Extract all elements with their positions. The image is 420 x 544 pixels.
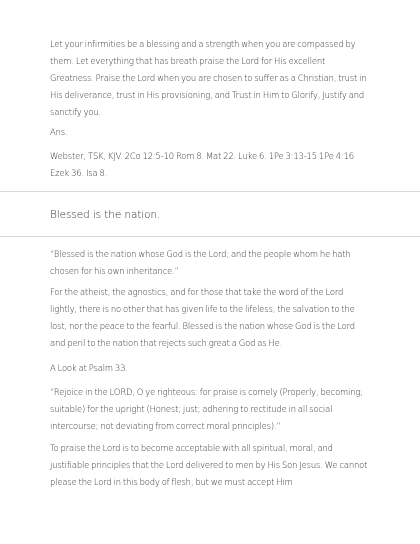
body-paragraph: For the atheist, the agnostics, and for those that take the word of the Lord lightly, there is no other that has given life to the lifeless, the salvation to the lost, nor the peace to the fearful. Blessed is the nation whose God is the Lord and peril to the nation that rejects such great a God as He. xyxy=(50,287,355,348)
opening-quote: “Blessed is the nation whose God is the Lord; and the people whom he hath chosen for his own inheritance.” xyxy=(50,249,351,276)
section-divider-bottom xyxy=(0,236,420,237)
section-heading: Blessed is the nation. xyxy=(50,209,161,221)
psalm-label: A Look at Psalm 33. xyxy=(50,363,128,373)
psalm-quote: “Rejoice in the LORD, O ye righteous: for praise is comely (Properly, becoming; suitable) for the upright (Honest; just; adhering to rectitude in all social intercourse; not deviating from correct moral principles).” xyxy=(50,387,363,431)
intro-paragraph: Let your infirmities be a blessing and a strength when you are compassed by them. Let everything that has breath praise the Lord for His excellent Greatness. Praise the Lord when you are chosen to suffer as a Christian, trust in His deliverance, trust in His provisioning, and Trust in Him to Glorify, Justify and sanctify you. xyxy=(50,39,367,117)
section-divider-top xyxy=(0,191,420,192)
references-label: Ans. xyxy=(50,127,68,137)
closing-paragraph: To praise the Lord is to become acceptable with all spiritual, moral, and justifiable principles that the Lord delivered to men by His Son Jesus. We cannot please the Lord in this body of flesh, but we must accept Him xyxy=(50,443,368,487)
scripture-references: Webster, TSK, KJV. 2Co 12:5-10 Rom 8. Mat 22. Luke 6. 1Pe 3:13-15 1Pe 4:16 Ezek 36. Isa 8. xyxy=(50,151,354,178)
